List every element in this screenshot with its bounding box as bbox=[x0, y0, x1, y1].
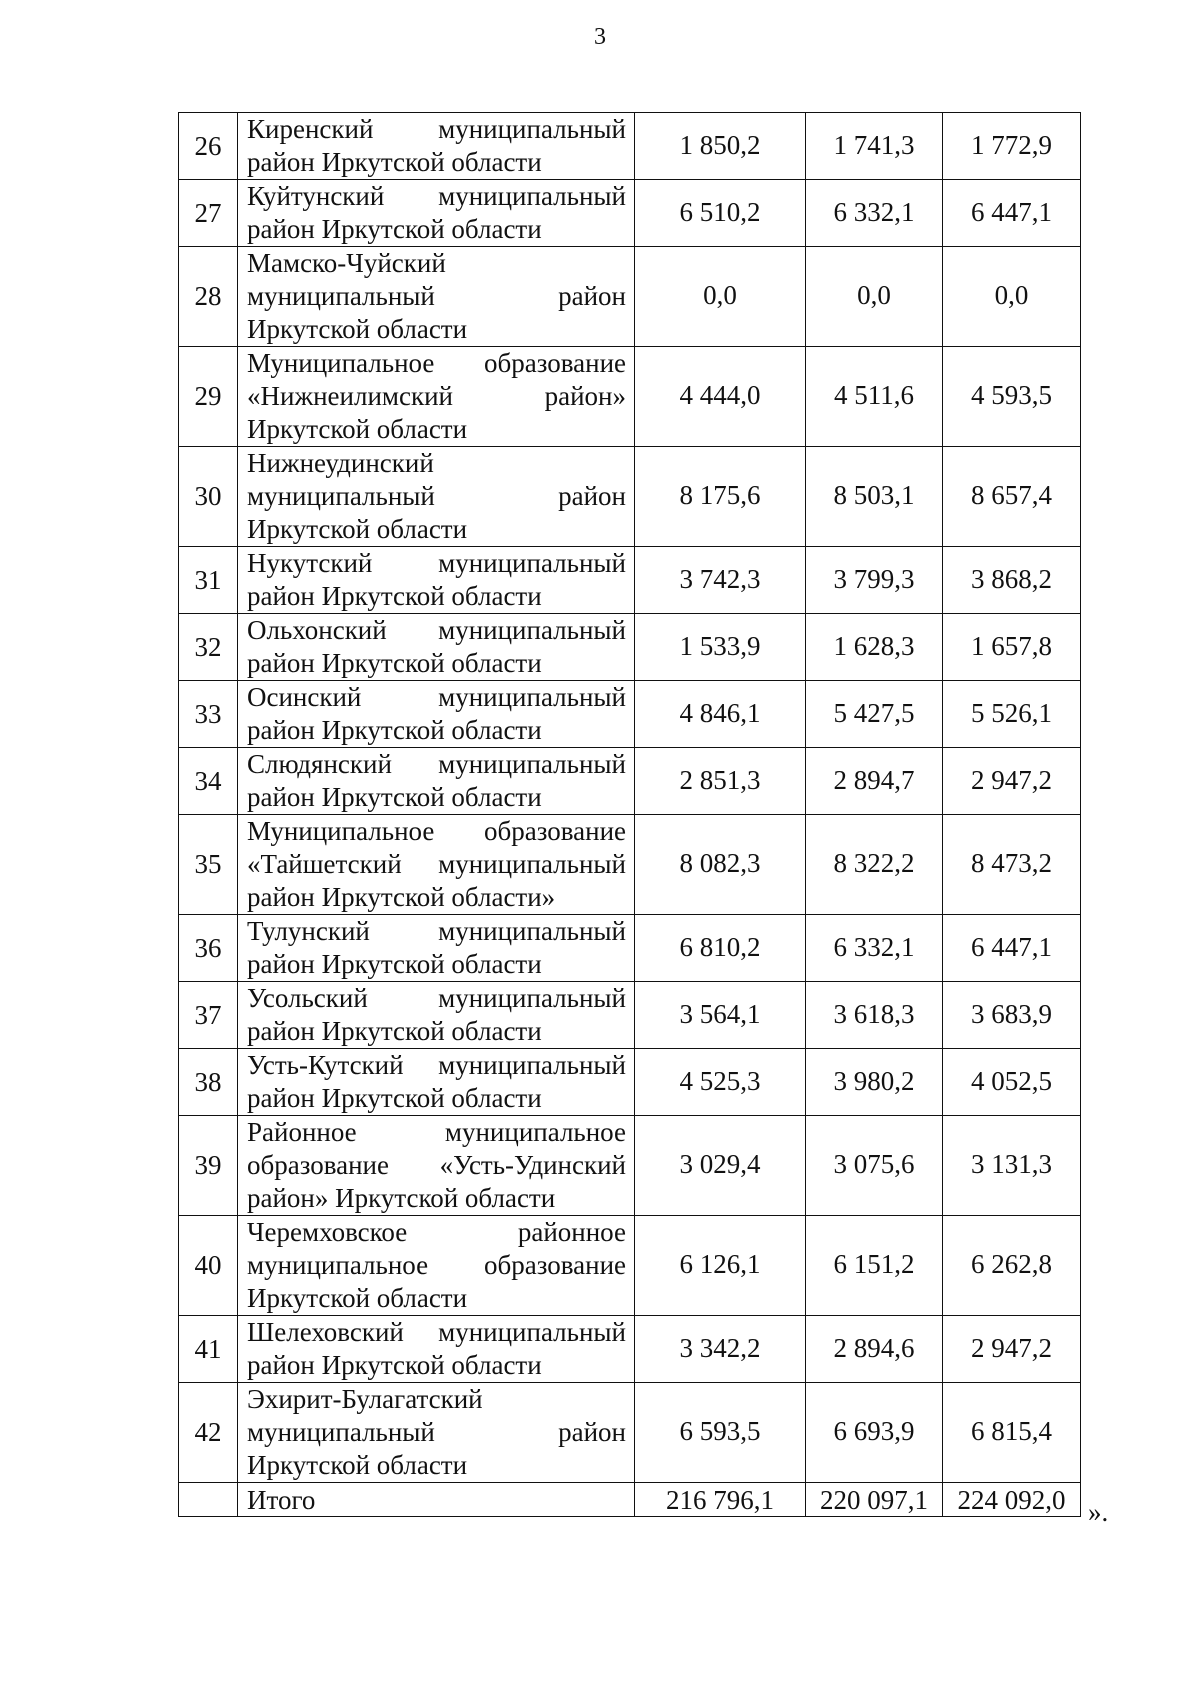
municipality-name-text: Осинский муниципальный район Иркутской области bbox=[247, 682, 626, 745]
value-year-1: 4 525,3 bbox=[635, 1049, 806, 1116]
value-year-3: 1 657,8 bbox=[943, 614, 1081, 681]
value-year-1: 6 510,2 bbox=[635, 180, 806, 247]
total-number bbox=[179, 1483, 238, 1517]
row-number: 28 bbox=[179, 247, 238, 347]
municipality-name-text: Районное муниципальное образование «Усть-Удинский район» Иркутской области bbox=[247, 1117, 626, 1213]
value-year-3: 4 052,5 bbox=[943, 1049, 1081, 1116]
value-year-3: 8 473,2 bbox=[943, 815, 1081, 915]
municipality-name-text: Слюдянский муниципальный район Иркутской области bbox=[247, 749, 626, 812]
value-year-3: 4 593,5 bbox=[943, 347, 1081, 447]
table-row bbox=[179, 748, 1081, 815]
value-year-3: 3 683,9 bbox=[943, 982, 1081, 1049]
table-row bbox=[179, 447, 1081, 547]
value-year-2: 5 427,5 bbox=[806, 681, 943, 748]
value-year-2: 6 332,1 bbox=[806, 915, 943, 982]
table-row bbox=[179, 1116, 1081, 1216]
value-year-2: 6 693,9 bbox=[806, 1383, 943, 1483]
value-year-3: 6 262,8 bbox=[943, 1216, 1081, 1316]
value-year-3: 8 657,4 bbox=[943, 447, 1081, 547]
value-year-2: 3 075,6 bbox=[806, 1116, 943, 1216]
value-year-2: 3 799,3 bbox=[806, 547, 943, 614]
row-number: 39 bbox=[179, 1116, 238, 1216]
municipality-name bbox=[238, 1116, 635, 1216]
value-year-3: 6 815,4 bbox=[943, 1383, 1081, 1483]
table-row bbox=[179, 547, 1081, 614]
table-row bbox=[179, 815, 1081, 915]
value-year-2: 3 980,2 bbox=[806, 1049, 943, 1116]
table-row bbox=[179, 113, 1081, 180]
value-year-1: 1 850,2 bbox=[635, 113, 806, 180]
value-year-2: 0,0 bbox=[806, 247, 943, 347]
value-year-1: 6 810,2 bbox=[635, 915, 806, 982]
total-year-3: 224 092,0 bbox=[943, 1483, 1081, 1517]
value-year-1: 3 029,4 bbox=[635, 1116, 806, 1216]
value-year-3: 2 947,2 bbox=[943, 748, 1081, 815]
municipality-name bbox=[238, 547, 635, 614]
table-row bbox=[179, 614, 1081, 681]
row-number: 31 bbox=[179, 547, 238, 614]
table-row bbox=[179, 247, 1081, 347]
value-year-2: 3 618,3 bbox=[806, 982, 943, 1049]
municipality-name bbox=[238, 815, 635, 915]
value-year-2: 6 151,2 bbox=[806, 1216, 943, 1316]
value-year-1: 4 846,1 bbox=[635, 681, 806, 748]
row-number: 41 bbox=[179, 1316, 238, 1383]
row-number: 40 bbox=[179, 1216, 238, 1316]
municipality-name-text: Тулунский муниципальный район Иркутской области bbox=[247, 916, 626, 979]
municipality-name-text: Муниципальное образование «Нижнеилимский район» Иркутской области bbox=[247, 348, 626, 444]
row-number: 38 bbox=[179, 1049, 238, 1116]
municipality-name-text: Ольхонский муниципальный район Иркутской области bbox=[247, 615, 626, 678]
municipality-name-text: Шелеховский муниципальный район Иркутской области bbox=[247, 1317, 626, 1380]
municipality-name-text: Киренский муниципальный район Иркутской области bbox=[247, 114, 626, 177]
table-row bbox=[179, 681, 1081, 748]
municipality-name-text: Мамско-Чуйский муниципальный район Иркутской области bbox=[247, 248, 626, 344]
total-year-1: 216 796,1 bbox=[635, 1483, 806, 1517]
table-row bbox=[179, 1049, 1081, 1116]
municipality-name-text: Усть-Кутский муниципальный район Иркутской области bbox=[247, 1050, 626, 1113]
municipality-name bbox=[238, 748, 635, 815]
municipality-name-text: Куйтунский муниципальный район Иркутской области bbox=[247, 181, 626, 244]
municipality-name bbox=[238, 1216, 635, 1316]
total-row bbox=[179, 1483, 1081, 1517]
municipality-name-text: Черемховское районное муниципальное образование Иркутской области bbox=[247, 1217, 626, 1313]
row-number: 33 bbox=[179, 681, 238, 748]
municipality-name-text: Нижнеудинский муниципальный район Иркутской области bbox=[247, 448, 626, 544]
value-year-3: 6 447,1 bbox=[943, 180, 1081, 247]
table-row bbox=[179, 1383, 1081, 1483]
row-number: 34 bbox=[179, 748, 238, 815]
budget-table bbox=[178, 112, 1081, 1517]
table-row bbox=[179, 982, 1081, 1049]
municipality-name-text: Нукутский муниципальный район Иркутской области bbox=[247, 548, 626, 611]
value-year-1: 3 564,1 bbox=[635, 982, 806, 1049]
table-row bbox=[179, 1216, 1081, 1316]
value-year-2: 8 322,2 bbox=[806, 815, 943, 915]
table-row bbox=[179, 347, 1081, 447]
value-year-3: 1 772,9 bbox=[943, 113, 1081, 180]
value-year-1: 2 851,3 bbox=[635, 748, 806, 815]
value-year-1: 3 742,3 bbox=[635, 547, 806, 614]
value-year-3: 6 447,1 bbox=[943, 915, 1081, 982]
page-number: 3 bbox=[594, 24, 606, 50]
value-year-1: 6 126,1 bbox=[635, 1216, 806, 1316]
municipality-name bbox=[238, 247, 635, 347]
value-year-1: 4 444,0 bbox=[635, 347, 806, 447]
municipality-name bbox=[238, 1316, 635, 1383]
value-year-3: 2 947,2 bbox=[943, 1316, 1081, 1383]
row-number: 42 bbox=[179, 1383, 238, 1483]
value-year-3: 0,0 bbox=[943, 247, 1081, 347]
total-year-2: 220 097,1 bbox=[806, 1483, 943, 1517]
municipality-name bbox=[238, 347, 635, 447]
municipality-name bbox=[238, 180, 635, 247]
municipality-name-text: Усольский муниципальный район Иркутской области bbox=[247, 983, 626, 1046]
municipality-name bbox=[238, 1049, 635, 1116]
table-row bbox=[179, 1316, 1081, 1383]
municipality-name bbox=[238, 681, 635, 748]
row-number: 32 bbox=[179, 614, 238, 681]
row-number: 30 bbox=[179, 447, 238, 547]
municipality-name bbox=[238, 1383, 635, 1483]
row-number: 36 bbox=[179, 915, 238, 982]
value-year-3: 5 526,1 bbox=[943, 681, 1081, 748]
table-body bbox=[179, 113, 1081, 1517]
row-number: 35 bbox=[179, 815, 238, 915]
municipality-name-text: Муниципальное образование «Тайшетский муниципальный район Иркутской области» bbox=[247, 816, 626, 912]
municipality-name bbox=[238, 614, 635, 681]
value-year-1: 6 593,5 bbox=[635, 1383, 806, 1483]
value-year-2: 1 741,3 bbox=[806, 113, 943, 180]
value-year-1: 8 175,6 bbox=[635, 447, 806, 547]
row-number: 27 bbox=[179, 180, 238, 247]
value-year-1: 3 342,2 bbox=[635, 1316, 806, 1383]
municipality-name bbox=[238, 447, 635, 547]
municipality-name bbox=[238, 113, 635, 180]
value-year-1: 8 082,3 bbox=[635, 815, 806, 915]
value-year-3: 3 131,3 bbox=[943, 1116, 1081, 1216]
total-label: Итого bbox=[238, 1483, 635, 1517]
municipality-name-text: Эхирит-Булагатский муниципальный район Иркутской области bbox=[247, 1384, 626, 1480]
value-year-2: 6 332,1 bbox=[806, 180, 943, 247]
value-year-2: 1 628,3 bbox=[806, 614, 943, 681]
value-year-2: 2 894,7 bbox=[806, 748, 943, 815]
municipality-name bbox=[238, 915, 635, 982]
row-number: 26 bbox=[179, 113, 238, 180]
value-year-1: 1 533,9 bbox=[635, 614, 806, 681]
closing-quote: ». bbox=[1088, 1497, 1109, 1527]
table-row bbox=[179, 180, 1081, 247]
row-number: 29 bbox=[179, 347, 238, 447]
municipality-name bbox=[238, 982, 635, 1049]
row-number: 37 bbox=[179, 982, 238, 1049]
table-row bbox=[179, 915, 1081, 982]
value-year-1: 0,0 bbox=[635, 247, 806, 347]
value-year-2: 8 503,1 bbox=[806, 447, 943, 547]
value-year-2: 4 511,6 bbox=[806, 347, 943, 447]
value-year-3: 3 868,2 bbox=[943, 547, 1081, 614]
value-year-2: 2 894,6 bbox=[806, 1316, 943, 1383]
